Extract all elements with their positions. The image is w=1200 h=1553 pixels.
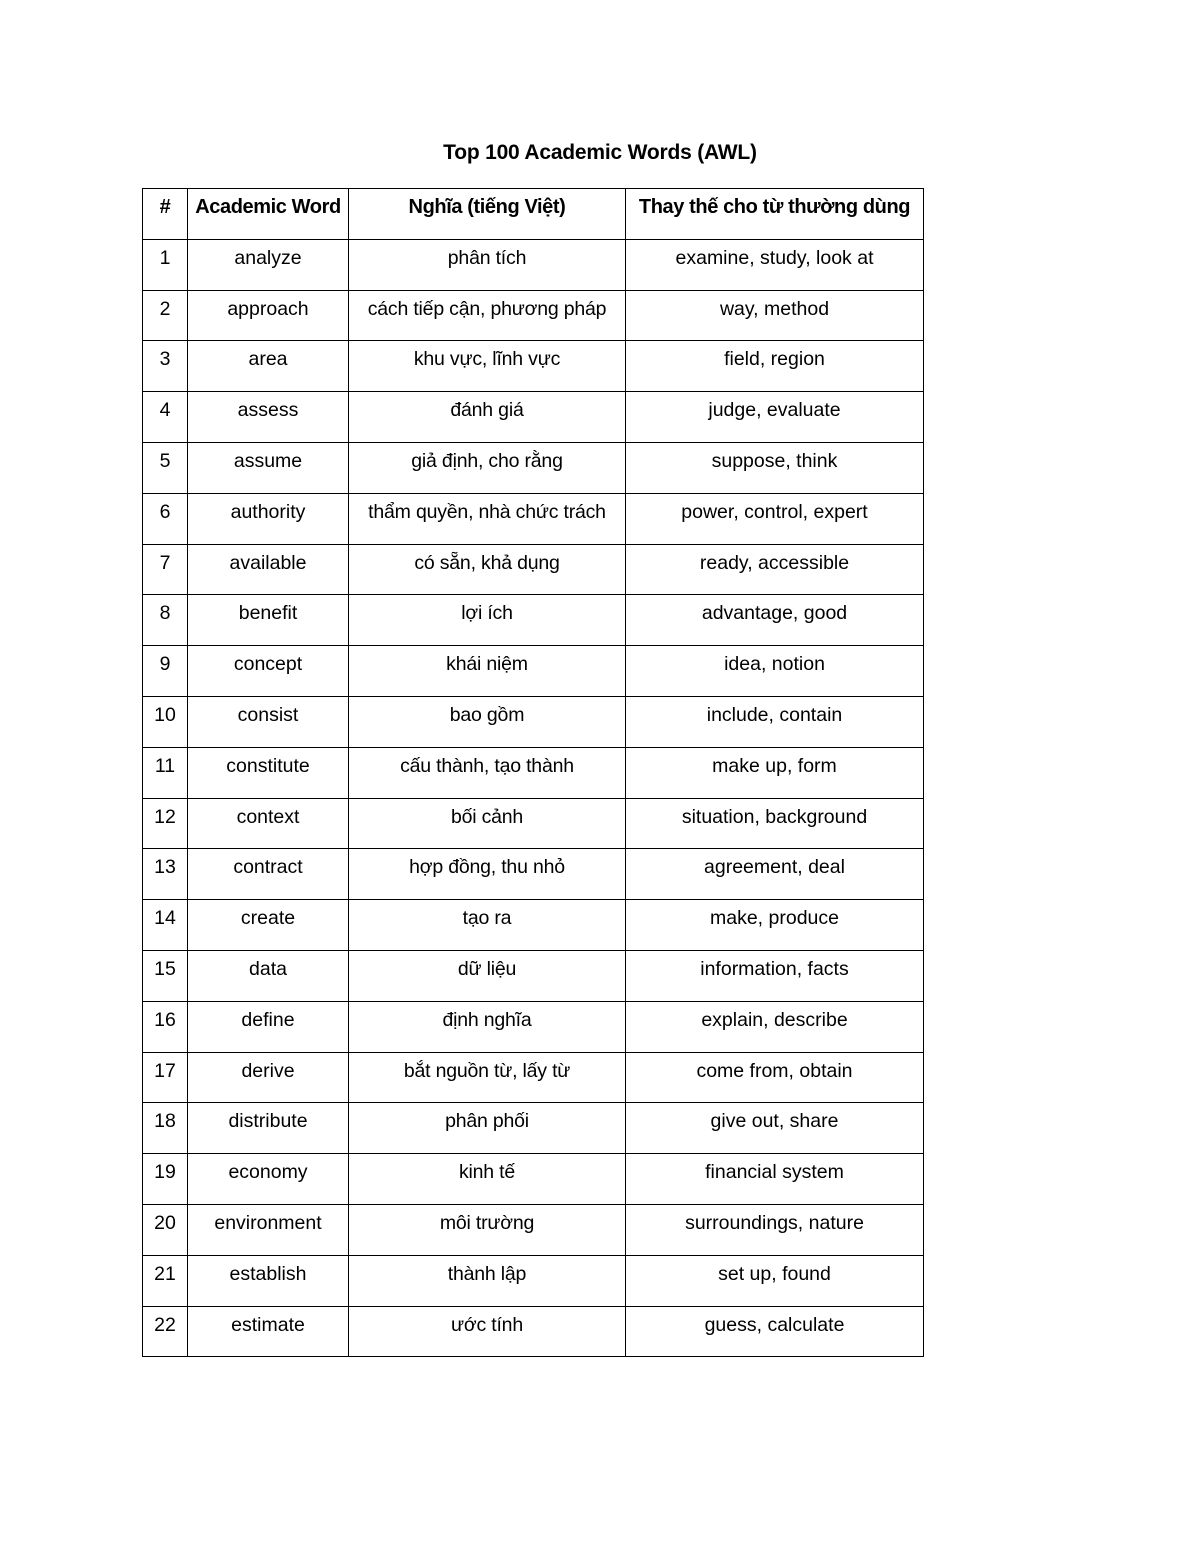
row-vietnamese-meaning: khái niệm — [349, 646, 626, 697]
row-academic-word: define — [188, 1001, 349, 1052]
row-common-replacement: situation, background — [626, 798, 924, 849]
row-common-replacement: judge, evaluate — [626, 392, 924, 443]
row-common-replacement: come from, obtain — [626, 1052, 924, 1103]
table-row — [143, 1103, 924, 1154]
row-number: 14 — [143, 900, 188, 951]
row-common-replacement: power, control, expert — [626, 493, 924, 544]
row-academic-word: available — [188, 544, 349, 595]
table-row — [143, 798, 924, 849]
table-row — [143, 595, 924, 646]
row-common-replacement: explain, describe — [626, 1001, 924, 1052]
table-row — [143, 1001, 924, 1052]
table-row — [143, 1154, 924, 1205]
row-academic-word: environment — [188, 1204, 349, 1255]
header-academic-word: Academic Word — [188, 189, 349, 240]
row-number: 15 — [143, 950, 188, 1001]
row-number: 17 — [143, 1052, 188, 1103]
table-row — [143, 493, 924, 544]
row-number: 11 — [143, 747, 188, 798]
row-number: 5 — [143, 442, 188, 493]
table-body — [143, 239, 924, 1357]
row-number: 1 — [143, 239, 188, 290]
row-vietnamese-meaning: đánh giá — [349, 392, 626, 443]
header-common-replacement: Thay thế cho từ thường dùng — [626, 189, 924, 240]
row-common-replacement: idea, notion — [626, 646, 924, 697]
table-row — [143, 849, 924, 900]
row-common-replacement: set up, found — [626, 1255, 924, 1306]
row-vietnamese-meaning: cách tiếp cận, phương pháp — [349, 290, 626, 341]
row-common-replacement: surroundings, nature — [626, 1204, 924, 1255]
row-common-replacement: ready, accessible — [626, 544, 924, 595]
table-row — [143, 392, 924, 443]
row-academic-word: area — [188, 341, 349, 392]
row-academic-word: distribute — [188, 1103, 349, 1154]
row-number: 2 — [143, 290, 188, 341]
row-common-replacement: advantage, good — [626, 595, 924, 646]
row-vietnamese-meaning: bối cảnh — [349, 798, 626, 849]
row-number: 16 — [143, 1001, 188, 1052]
table-row — [143, 1306, 924, 1357]
row-academic-word: establish — [188, 1255, 349, 1306]
row-academic-word: consist — [188, 696, 349, 747]
row-vietnamese-meaning: khu vực, lĩnh vực — [349, 341, 626, 392]
row-academic-word: contract — [188, 849, 349, 900]
row-common-replacement: examine, study, look at — [626, 239, 924, 290]
row-number: 7 — [143, 544, 188, 595]
row-vietnamese-meaning: thành lập — [349, 1255, 626, 1306]
row-number: 22 — [143, 1306, 188, 1357]
row-vietnamese-meaning: định nghĩa — [349, 1001, 626, 1052]
header-vietnamese-meaning: Nghĩa (tiếng Việt) — [349, 189, 626, 240]
table-row — [143, 1255, 924, 1306]
row-common-replacement: suppose, think — [626, 442, 924, 493]
row-number: 18 — [143, 1103, 188, 1154]
row-number: 19 — [143, 1154, 188, 1205]
row-vietnamese-meaning: bắt nguồn từ, lấy từ — [349, 1052, 626, 1103]
row-vietnamese-meaning: cấu thành, tạo thành — [349, 747, 626, 798]
row-number: 21 — [143, 1255, 188, 1306]
table-row — [143, 341, 924, 392]
row-common-replacement: field, region — [626, 341, 924, 392]
row-common-replacement: financial system — [626, 1154, 924, 1205]
row-common-replacement: guess, calculate — [626, 1306, 924, 1357]
row-academic-word: data — [188, 950, 349, 1001]
row-vietnamese-meaning: môi trường — [349, 1204, 626, 1255]
row-vietnamese-meaning: kinh tế — [349, 1154, 626, 1205]
row-vietnamese-meaning: tạo ra — [349, 900, 626, 951]
row-common-replacement: way, method — [626, 290, 924, 341]
table-row — [143, 290, 924, 341]
row-common-replacement: give out, share — [626, 1103, 924, 1154]
row-vietnamese-meaning: giả định, cho rằng — [349, 442, 626, 493]
table-row — [143, 1052, 924, 1103]
row-academic-word: approach — [188, 290, 349, 341]
row-academic-word: assess — [188, 392, 349, 443]
row-number: 13 — [143, 849, 188, 900]
row-vietnamese-meaning: phân tích — [349, 239, 626, 290]
row-academic-word: context — [188, 798, 349, 849]
header-number: # — [143, 189, 188, 240]
row-vietnamese-meaning: lợi ích — [349, 595, 626, 646]
row-number: 3 — [143, 341, 188, 392]
table-row — [143, 544, 924, 595]
row-vietnamese-meaning: có sẵn, khả dụng — [349, 544, 626, 595]
row-common-replacement: agreement, deal — [626, 849, 924, 900]
row-vietnamese-meaning: hợp đồng, thu nhỏ — [349, 849, 626, 900]
table-header-row — [143, 189, 924, 240]
table-row — [143, 442, 924, 493]
row-common-replacement: information, facts — [626, 950, 924, 1001]
row-vietnamese-meaning: ước tính — [349, 1306, 626, 1357]
row-number: 10 — [143, 696, 188, 747]
table-row — [143, 239, 924, 290]
row-academic-word: analyze — [188, 239, 349, 290]
row-vietnamese-meaning: bao gồm — [349, 696, 626, 747]
row-academic-word: create — [188, 900, 349, 951]
row-number: 8 — [143, 595, 188, 646]
row-number: 12 — [143, 798, 188, 849]
table-row — [143, 900, 924, 951]
row-academic-word: authority — [188, 493, 349, 544]
table-row — [143, 1204, 924, 1255]
row-number: 4 — [143, 392, 188, 443]
row-vietnamese-meaning: dữ liệu — [349, 950, 626, 1001]
row-academic-word: derive — [188, 1052, 349, 1103]
row-common-replacement: make, produce — [626, 900, 924, 951]
row-common-replacement: include, contain — [626, 696, 924, 747]
row-academic-word: constitute — [188, 747, 349, 798]
row-academic-word: estimate — [188, 1306, 349, 1357]
table-row — [143, 747, 924, 798]
row-academic-word: benefit — [188, 595, 349, 646]
row-number: 6 — [143, 493, 188, 544]
table-row — [143, 696, 924, 747]
row-academic-word: economy — [188, 1154, 349, 1205]
row-academic-word: assume — [188, 442, 349, 493]
row-vietnamese-meaning: phân phối — [349, 1103, 626, 1154]
row-number: 9 — [143, 646, 188, 697]
row-number: 20 — [143, 1204, 188, 1255]
table-row — [143, 950, 924, 1001]
document-title: Top 100 Academic Words (AWL) — [443, 141, 757, 164]
row-vietnamese-meaning: thẩm quyền, nhà chức trách — [349, 493, 626, 544]
row-common-replacement: make up, form — [626, 747, 924, 798]
row-academic-word: concept — [188, 646, 349, 697]
academic-words-table — [142, 188, 924, 1357]
table-row — [143, 646, 924, 697]
